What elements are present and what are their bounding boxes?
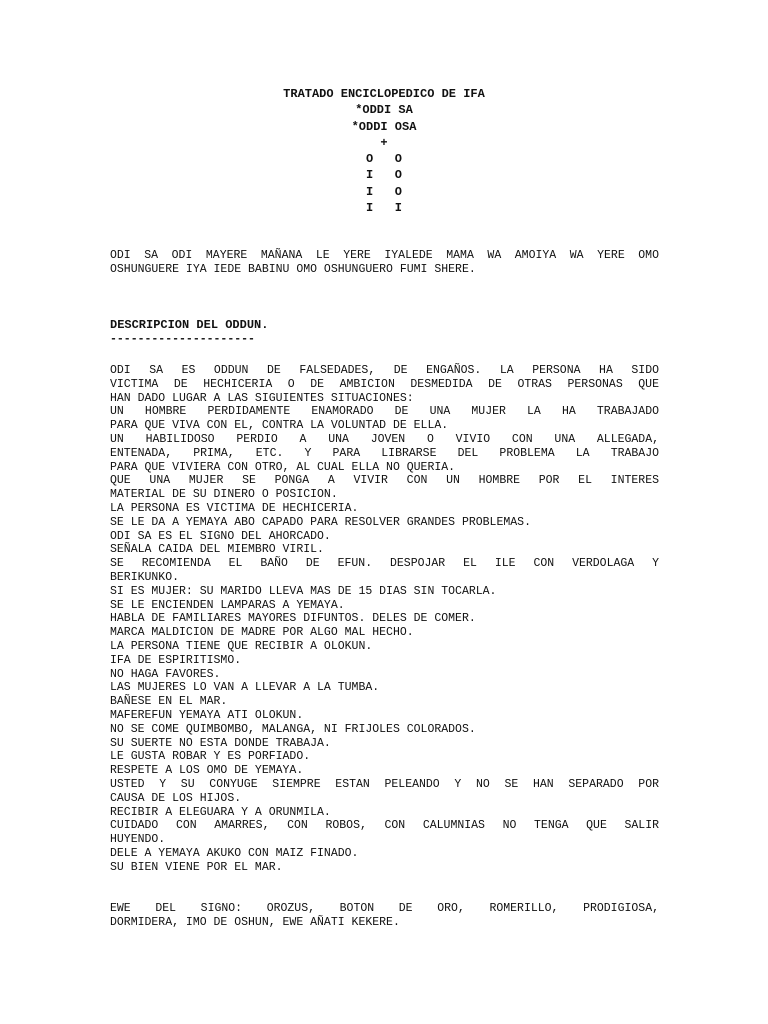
sign-plus-mark: + <box>380 135 388 150</box>
intro-paragraph <box>110 249 659 277</box>
description-line: HAN DADO LUGAR A LAS SIGUIENTES SITUACIONES: <box>110 391 414 405</box>
description-line: PARA QUE VIVIERA CON OTRO, AL CUAL ELLA NO QUERIA. <box>110 460 456 474</box>
document-header <box>0 86 768 216</box>
description-line: RESPETE A LOS OMO DE YEMAYA. <box>110 764 304 778</box>
description-line: ODI SA ES EL SIGNO DEL AHORCADO. <box>110 529 331 543</box>
description-line: MAFEREFUN YEMAYA ATI OLOKUN. <box>110 708 304 722</box>
description-line: CUIDADO CON AMARRES, CON ROBOS, CON CALUMNIAS NO TENGA QUE SALIR <box>110 819 659 833</box>
description-line: CAUSA DE LOS HIJOS. <box>110 791 242 805</box>
description-line: SU BIEN VIENE POR EL MAR. <box>110 860 283 874</box>
description-line: NO HAGA FAVORES. <box>110 667 221 681</box>
description-line: SE LE DA A YEMAYA ABO CAPADO PARA RESOLVER GRANDES PROBLEMAS. <box>110 515 531 529</box>
description-line: HABLA DE FAMILIARES MAYORES DIFUNTOS. DELES DE COMER. <box>110 612 476 626</box>
sign-name-secondary: *ODDI OSA <box>351 119 417 134</box>
description-line: VICTIMA DE HECHICERIA O DE AMBICION DESMEDIDA DE OTRAS PERSONAS QUE <box>110 377 659 391</box>
description-line: RECIBIR A ELEGUARA Y A ORUNMILA. <box>110 805 331 819</box>
description-line: LA PERSONA ES VICTIMA DE HECHICERIA. <box>110 501 359 515</box>
description-line: SI ES MUJER: SU MARIDO LLEVA MAS DE 15 DIAS SIN TOCARLA. <box>110 584 497 598</box>
sign-mark-row-4: I I <box>365 201 402 216</box>
description-line: LAS MUJERES LO VAN A LLEVAR A LA TUMBA. <box>110 681 380 695</box>
ewe-line-1: EWE DEL SIGNO: OROZUS, BOTON DE ORO, ROMERILLO, PRODIGIOSA, <box>110 902 659 915</box>
description-line: HUYENDO. <box>110 833 166 847</box>
sign-name-primary: *ODDI SA <box>355 103 413 118</box>
description-line: SEÑALA CAIDA DEL MIEMBRO VIRIL. <box>110 543 324 557</box>
description-line: LE GUSTA ROBAR Y ES PORFIADO. <box>110 750 311 764</box>
intro-line-2: OSHUNGUERE IYA IEDE BABINU OMO OSHUNGUERO FUMI SHERE. <box>110 262 476 276</box>
description-line: SE RECOMIENDA EL BAÑO DE EFUN. DESPOJAR EL ILE CON VERDOLAGA Y <box>110 557 659 571</box>
sign-mark-row-2: I O <box>365 168 402 183</box>
description-line: BERIKUNKO. <box>110 570 180 584</box>
description-line: MATERIAL DE SU DINERO O POSICION. <box>110 488 338 502</box>
ewe-line-2: DORMIDERA, IMO DE OSHUN, EWE AÑATI KEKERE. <box>110 915 400 929</box>
description-line: NO SE COME QUIMBOMBO, MALANGA, NI FRIJOLES COLORADOS. <box>110 722 476 736</box>
ewe-paragraph <box>110 902 659 930</box>
intro-line-1: ODI SA ODI MAYERE MAÑANA LE YERE IYALEDE MAMA WA AMOIYA WA YERE OMO <box>110 249 659 262</box>
description-line: SE LE ENCIENDEN LAMPARAS A YEMAYA. <box>110 598 345 612</box>
description-line: ODI SA ES ODDUN DE FALSEDADES, DE ENGAÑOS. LA PERSONA HA SIDO <box>110 364 659 377</box>
description-line: USTED Y SU CONYUGE SIEMPRE ESTAN PELEANDO Y NO SE HAN SEPARADO POR <box>110 777 659 791</box>
section-title: DESCRIPCION DEL ODDUN. <box>110 318 269 332</box>
description-body <box>110 364 659 874</box>
description-line: UN HABILIDOSO PERDIO A UNA JOVEN O VIVIO CON UNA ALLEGADA, <box>110 432 659 446</box>
description-line: ENTENADA, PRIMA, ETC. Y PARA LIBRARSE DEL PROBLEMA LA TRABAJO <box>110 446 659 460</box>
description-line: IFA DE ESPIRITISMO. <box>110 653 242 667</box>
description-line: LA PERSONA TIENE QUE RECIBIR A OLOKUN. <box>110 639 373 653</box>
description-line: QUE UNA MUJER SE PONGA A VIVIR CON UN HOMBRE POR EL INTERES <box>110 474 659 488</box>
document-title: TRATADO ENCICLOPEDICO DE IFA <box>283 87 485 101</box>
sign-mark-row-1: O O <box>365 152 402 167</box>
description-line: SU SUERTE NO ESTA DONDE TRABAJA. <box>110 736 331 750</box>
description-line: UN HOMBRE PERDIDAMENTE ENAMORADO DE UNA MUJER LA HA TRABAJADO <box>110 405 659 419</box>
description-line: BAÑESE EN EL MAR. <box>110 695 228 709</box>
sign-mark-row-3: I O <box>365 184 402 199</box>
description-line: DELE A YEMAYA AKUKO CON MAIZ FINADO. <box>110 846 359 860</box>
description-line: PARA QUE VIVA CON EL, CONTRA LA VOLUNTAD DE ELLA. <box>110 419 449 433</box>
section-underline: --------------------- <box>110 333 255 346</box>
description-line: MARCA MALDICION DE MADRE POR ALGO MAL HECHO. <box>110 626 414 640</box>
